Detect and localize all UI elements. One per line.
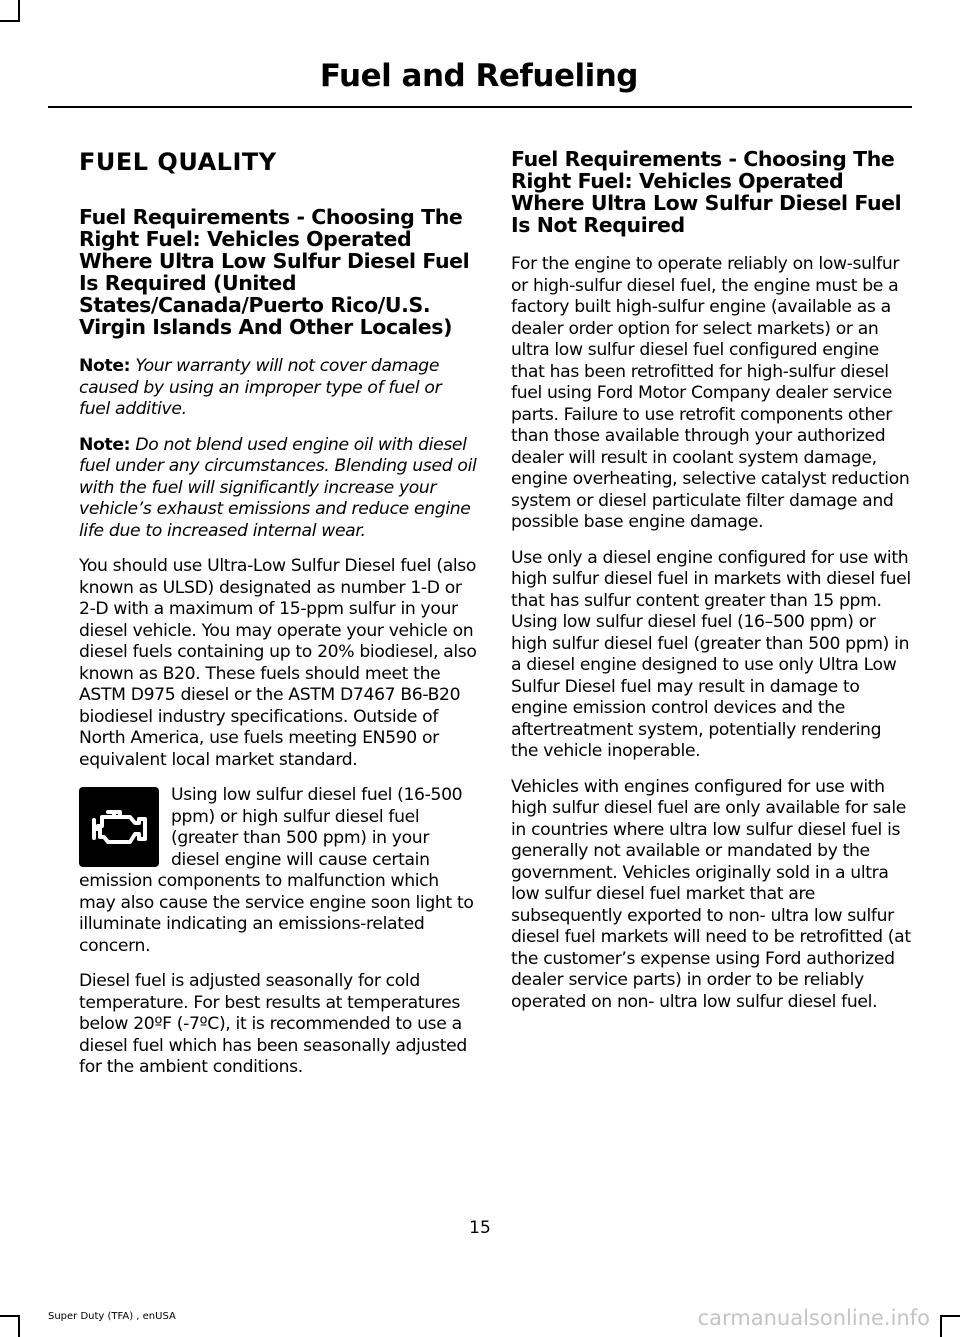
left-sub-heading: Fuel Requirements - Choosing The Right Fuel: Vehicles Operated Where Ultra Low Sulfur Diesel Fuel Is Required (United States/Canada/Puerto Rico/U.S. Virgin Islands And Other Locales) bbox=[79, 205, 470, 339]
note-warranty bbox=[79, 356, 477, 421]
ulsd-paragraph: You should use Ultra-Low Sulfur Diesel fuel (also known as ULSD) designated as number 1-D or 2-D with a maximum of 15-ppm sulfur in your diesel vehicle. You may operate your vehicle on diesel fuels containing up to 20% biodiesel, also known as B20. These fuels should meet the ASTM D975 diesel or the ASTM D7467 B6-B20 biodiesel industry specifications. Outside of North America, use fuels meeting EN590 or equivalent local market standard. bbox=[79, 556, 477, 770]
page-header-title: Fuel and Refueling bbox=[319, 58, 638, 94]
note-text: Your warranty will not cover damage caused by using an improper type of fuel or fuel additive. bbox=[79, 356, 442, 419]
page-number: 15 bbox=[469, 1218, 491, 1238]
check-engine-icon bbox=[79, 787, 159, 867]
crop-mark bbox=[0, 1315, 20, 1317]
right-sub-heading: Fuel Requirements - Choosing The Right Fuel: Vehicles Operated Where Ultra Low Sulfur Diesel Fuel Is Not Required bbox=[511, 147, 902, 237]
watermark: carmanualsonline.info bbox=[697, 1306, 930, 1330]
section-title: FUEL QUALITY bbox=[79, 148, 277, 176]
crop-mark bbox=[18, 0, 20, 22]
low-sulfur-warning-paragraph: Using low sulfur diesel fuel (16-500 ppm) or high sulfur diesel fuel (greater than 500 ppm) in your diesel engine will cause certain emission components to malfunction which may also cause the service engine soon light to illuminate indicating an emissions-related concern. bbox=[79, 785, 474, 956]
note-label: Note: bbox=[79, 356, 131, 376]
left-column bbox=[79, 148, 477, 1093]
retrofit-paragraph: For the engine to operate reliably on low-sulfur or high-sulfur diesel fuel, the engine must be a factory built high-sulfur engine (available as a dealer order option for select markets) or an ultra low sulfur diesel fuel configured engine that has been retrofitted for high-sulfur diesel fuel using Ford Motor Company dealer service parts. Failure to use retrofit components other than those available through your authorized dealer will result in coolant system damage, engine overheating, selective catalyst reduction system or diesel particulate filter damage and possible base engine damage. bbox=[511, 254, 910, 532]
note-engine-oil bbox=[79, 435, 477, 543]
seasonal-paragraph: Diesel fuel is adjusted seasonally for cold temperature. For best results at temperatures below 20ºF (-7ºC), it is recommended to use a diesel fuel which has been seasonally adjusted for the ambient conditions. bbox=[79, 971, 467, 1077]
high-sulfur-paragraph: Use only a diesel engine configured for use with high sulfur diesel fuel in markets with diesel fuel that has sulfur content greater than 15 ppm. Using low sulfur diesel fuel (16–500 ppm) or high sulfur diesel fuel (greater than 500 ppm) in a diesel engine designed to use only Ultra Low Sulfur Diesel fuel may result in damage to engine emission control devices and the aftertreatment system, potentially rendering the vehicle inoperable. bbox=[511, 547, 911, 761]
crop-mark bbox=[0, 20, 20, 22]
crop-mark bbox=[940, 1315, 960, 1317]
crop-mark bbox=[940, 1315, 942, 1337]
emission-warning-block bbox=[79, 785, 477, 957]
right-column bbox=[511, 148, 911, 1027]
export-paragraph: Vehicles with engines configured for use with high sulfur diesel fuel are only available for sale in countries where ultra low sulfur diesel fuel is generally not available or mandated by the government. Vehicles originally sold in a ultra low sulfur diesel fuel market that are subsequently exported to non- ultra low sulfur diesel fuel markets will need to be retrofitted (at the customer’s expense using Ford authorized dealer service parts) in order to be reliably operated on non- ultra low sulfur diesel fuel. bbox=[511, 776, 911, 1012]
note-label: Note: bbox=[79, 434, 131, 455]
header-divider bbox=[48, 106, 912, 108]
note-text: Do not blend used engine oil with diesel fuel under any circumstances. Blending used oil with the fuel will significantly increase your vehicle’s exhaust emissions and reduce engine life due to increased internal wear. bbox=[79, 434, 477, 541]
crop-mark bbox=[18, 1315, 20, 1337]
document-info: Super Duty (TFA) , enUSA bbox=[48, 1311, 176, 1322]
